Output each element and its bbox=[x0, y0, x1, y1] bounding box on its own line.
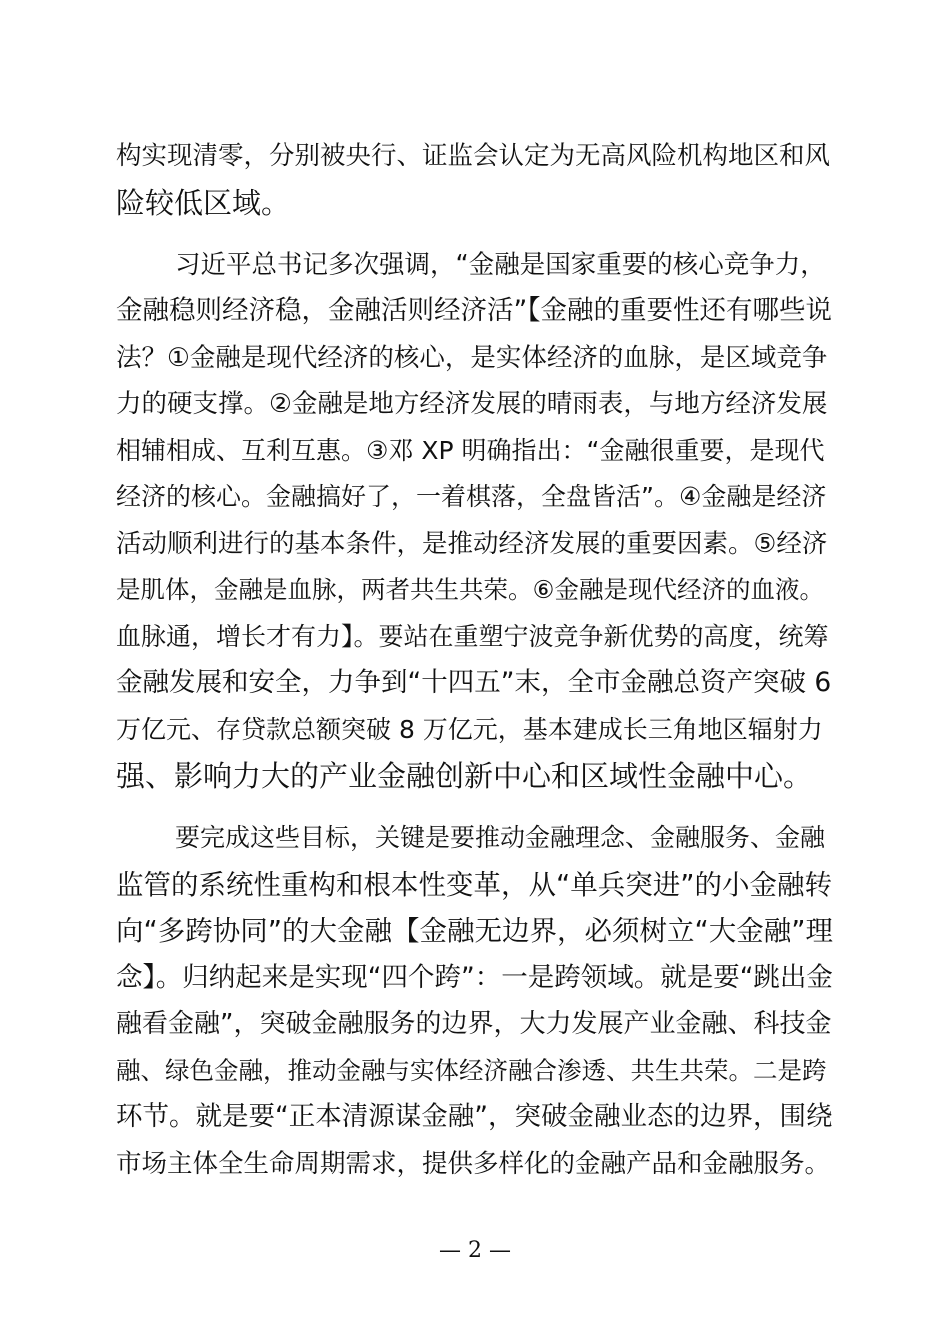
text-line: 构实现清零，分别被央行、证监会认定为无高风险机构地区和风 bbox=[116, 141, 831, 171]
text-line: 金融发展和安全，力争到“十四五”末，全市金融总资产突破 6 bbox=[116, 667, 832, 698]
text-line: 念】。归纳起来是实现“四个跨”：一是跨领域。就是要“跳出金 bbox=[116, 961, 833, 993]
text-line: 金融稳则经济稳，金融活则经济活”【金融的重要性还有哪些说 bbox=[116, 295, 832, 326]
text-line: 融看金融”，突破金融服务的边界，大力发展产业金融、科技金 bbox=[116, 1009, 832, 1039]
text-line: 向“多跨协同”的大金融【金融无边界，必须树立“大金融”理 bbox=[116, 915, 833, 947]
text-line: 是肌体，金融是血脉，两者共生共荣。⑥金融是现代经济的血液。 bbox=[116, 575, 824, 604]
text-line: 监管的系统性重构和根本性变革，从“单兵突进”的小金融转 bbox=[116, 868, 832, 901]
text-line: 法？①金融是现代经济的核心，是实体经济的血脉，是区域竞争 bbox=[116, 342, 828, 373]
paragraph-start-line: 要完成这些目标，关键是要推动金融理念、金融服务、金融 bbox=[175, 823, 826, 852]
text-line: 相辅相成、互利互惠。③邓 XP 明确指出：“金融很重要，是现代 bbox=[116, 435, 825, 465]
text-line: 市场主体全生命周期需求，提供多样化的金融产品和金融服务。 bbox=[116, 1148, 831, 1179]
paragraph-start-line: 习近平总书记多次强调，“金融是国家重要的核心竞争力， bbox=[175, 249, 826, 280]
text-line: 活动顺利进行的基本条件，是推动经济发展的重要因素。⑤经济 bbox=[116, 528, 828, 559]
text-line: 经济的核心。金融搞好了，一着棋落，全盘皆活”。④金融是经济 bbox=[116, 482, 827, 511]
text-line: 力的硬支撑。②金融是地方经济发展的晴雨表，与地方经济发展 bbox=[116, 389, 828, 419]
text-line: 融、绿色金融，推动金融与实体经济融合渗透、共生共荣。二是跨 bbox=[116, 1055, 827, 1085]
text-line: 环节。就是要“正本清源谋金融”，突破金融业态的边界，围绕 bbox=[116, 1101, 833, 1132]
text-line: 血脉通，增长才有力】。要站在重塑宁波竞争新优势的高度，统筹 bbox=[116, 621, 829, 651]
text-line: 强、影响力大的产业金融创新中心和区域性金融中心。 bbox=[116, 759, 813, 793]
text-line: 险较低区域。 bbox=[116, 185, 291, 220]
text-line: 万亿元、存贷款总额突破 8 万亿元，基本建成长三角地区辐射力 bbox=[116, 714, 823, 744]
page-number: — 2 — bbox=[439, 1238, 511, 1263]
